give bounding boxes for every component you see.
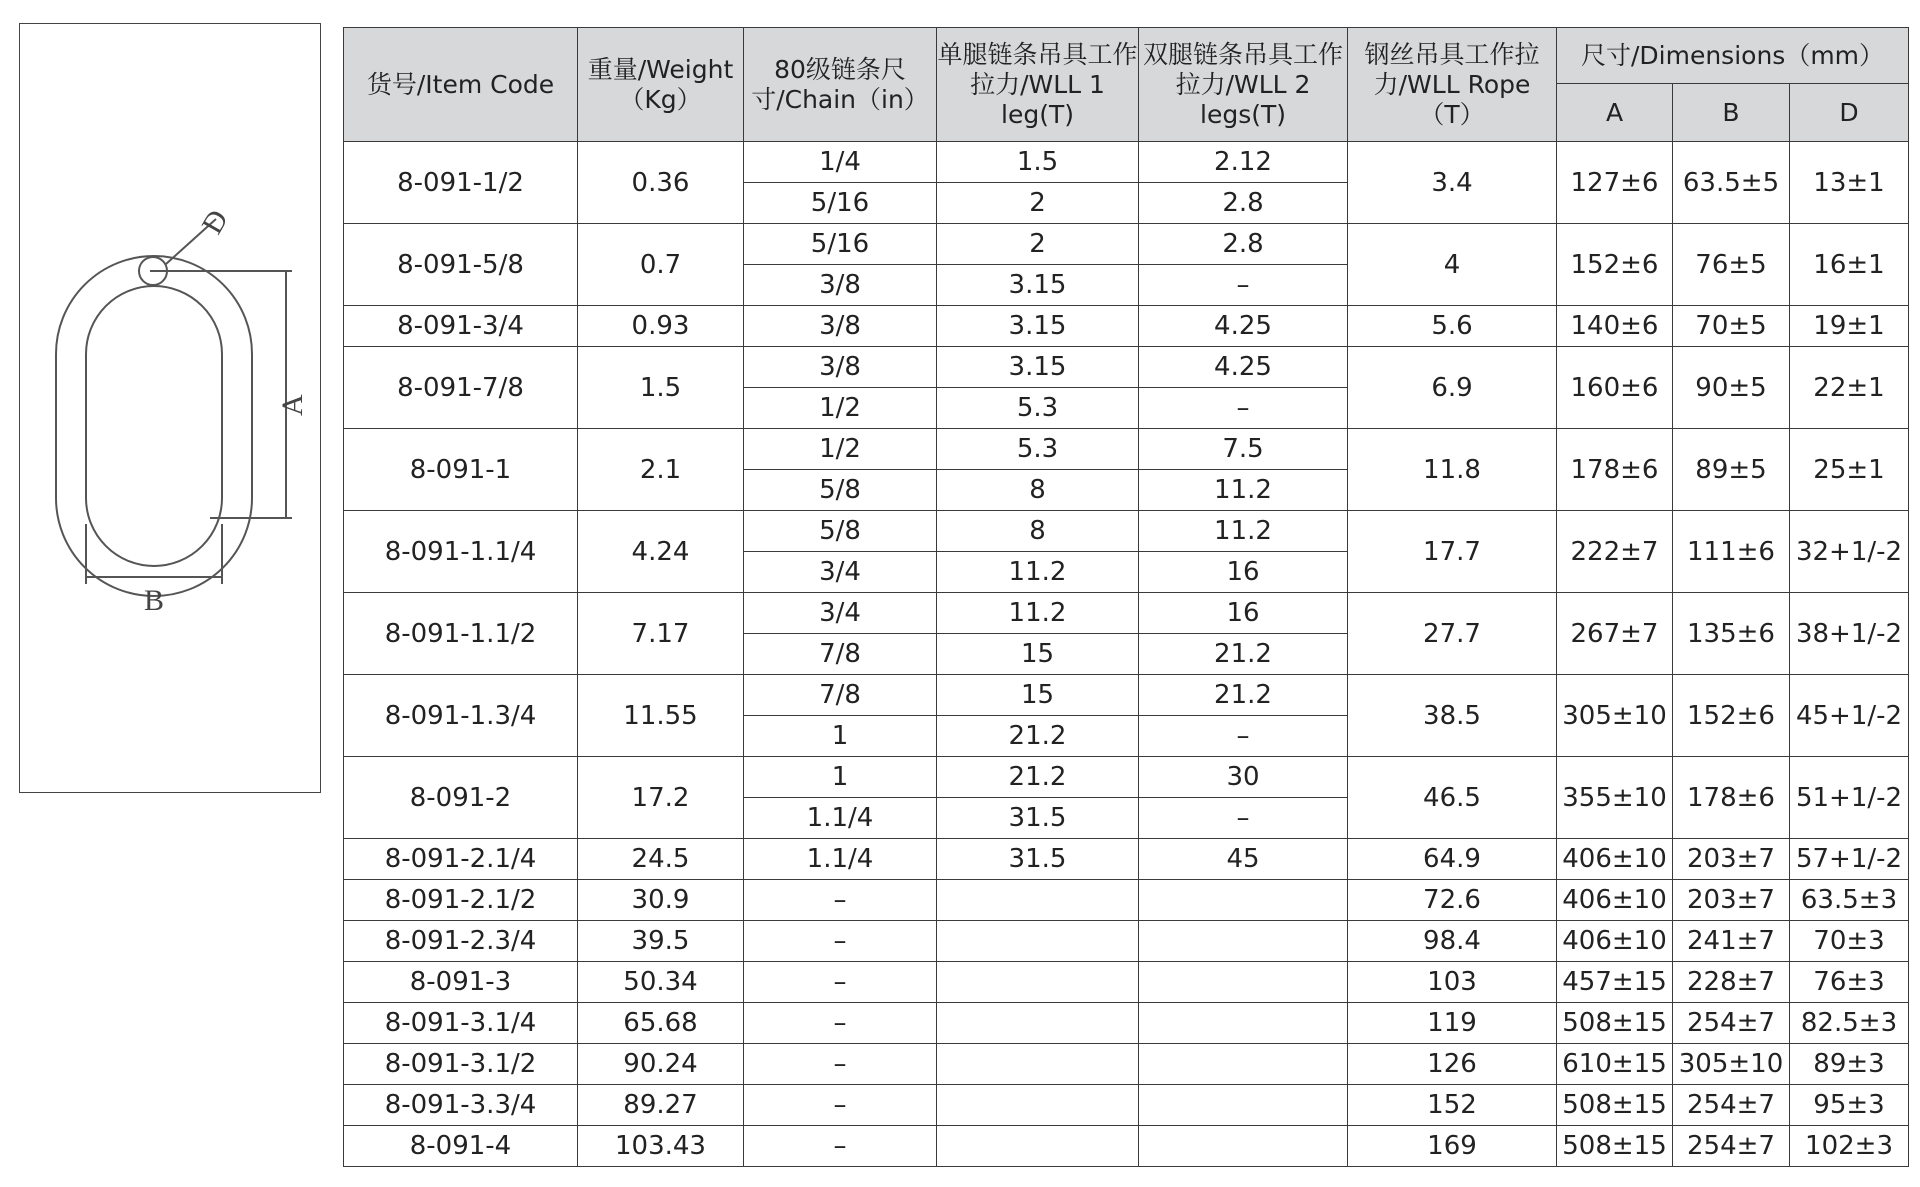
chain-size-cell: –: [744, 921, 937, 962]
item-code-cell: 8-091-1.1/2: [344, 593, 578, 675]
wll-1-leg-cell: 2: [937, 224, 1139, 265]
item-code-cell: 8-091-3.1/2: [344, 1044, 578, 1085]
chain-size-cell: 5/16: [744, 183, 937, 224]
wll-rope-cell: 27.7: [1348, 593, 1557, 675]
wll-1-leg-cell: 3.15: [937, 265, 1139, 306]
chain-size-cell: 5/16: [744, 224, 937, 265]
chain-size-cell: 7/8: [744, 675, 937, 716]
table-row: [344, 142, 1909, 183]
header-wll-rope: 钢丝吊具工作拉力/WLL Rope（T）: [1348, 28, 1557, 142]
header-weight: 重量/Weight（Kg）: [578, 28, 744, 142]
header-chain: 80级链条尺寸/Chain（in）: [744, 28, 937, 142]
wll-1-leg-cell: [937, 880, 1139, 921]
dimension-b-label: B: [144, 584, 165, 617]
item-code-cell: 8-091-1: [344, 429, 578, 511]
dimension-a-cell: 406±10: [1557, 880, 1673, 921]
chain-size-cell: 1/2: [744, 429, 937, 470]
dimension-b-cell: 254±7: [1673, 1085, 1790, 1126]
chain-size-cell: 1.1/4: [744, 798, 937, 839]
chain-size-cell: 1: [744, 757, 937, 798]
wll-1-leg-cell: 11.2: [937, 593, 1139, 634]
item-code-cell: 8-091-2.1/4: [344, 839, 578, 880]
wll-1-leg-cell: 21.2: [937, 757, 1139, 798]
dimension-b-cell: 70±5: [1673, 306, 1790, 347]
table-row: [344, 921, 1909, 962]
weight-cell: 24.5: [578, 839, 744, 880]
dimension-a-cell: 508±15: [1557, 1085, 1673, 1126]
wll-2-legs-cell: 11.2: [1139, 511, 1348, 552]
chain-size-cell: 3/4: [744, 593, 937, 634]
table-row: [344, 757, 1909, 798]
dimension-b-cell: 203±7: [1673, 839, 1790, 880]
wll-2-legs-cell: 21.2: [1139, 634, 1348, 675]
weight-cell: 0.36: [578, 142, 744, 224]
dimension-b-cell: 254±7: [1673, 1126, 1790, 1167]
item-code-cell: 8-091-3/4: [344, 306, 578, 347]
dimension-a-cell: 140±6: [1557, 306, 1673, 347]
wll-1-leg-cell: 5.3: [937, 429, 1139, 470]
table-row: [344, 347, 1909, 388]
dimension-d-cell: 63.5±3: [1790, 880, 1909, 921]
weight-cell: 7.17: [578, 593, 744, 675]
table-row: [344, 511, 1909, 552]
wll-2-legs-cell: 45: [1139, 839, 1348, 880]
wll-2-legs-cell: 4.25: [1139, 306, 1348, 347]
chain-size-cell: 3/8: [744, 347, 937, 388]
wll-2-legs-cell: [1139, 880, 1348, 921]
chain-size-cell: 7/8: [744, 634, 937, 675]
dimension-d-cell: 38+1/-2: [1790, 593, 1909, 675]
wll-2-legs-cell: 16: [1139, 593, 1348, 634]
item-code-cell: 8-091-2.3/4: [344, 921, 578, 962]
dimension-a-cell: 127±6: [1557, 142, 1673, 224]
wll-2-legs-cell: –: [1139, 798, 1348, 839]
wll-rope-cell: 46.5: [1348, 757, 1557, 839]
dimension-a-cell: 160±6: [1557, 347, 1673, 429]
dimension-d-cell: 95±3: [1790, 1085, 1909, 1126]
wll-1-leg-cell: [937, 921, 1139, 962]
chain-size-cell: –: [744, 1003, 937, 1044]
item-code-cell: 8-091-3.1/4: [344, 1003, 578, 1044]
weight-cell: 30.9: [578, 880, 744, 921]
item-code-cell: 8-091-5/8: [344, 224, 578, 306]
item-code-cell: 8-091-4: [344, 1126, 578, 1167]
header-dim-d: D: [1790, 84, 1909, 142]
chain-size-cell: –: [744, 1044, 937, 1085]
wll-rope-cell: 3.4: [1348, 142, 1557, 224]
wll-1-leg-cell: [937, 1044, 1139, 1085]
wll-1-leg-cell: 1.5: [937, 142, 1139, 183]
table-row: [344, 1126, 1909, 1167]
dimension-b-cell: 135±6: [1673, 593, 1790, 675]
dimension-b-cell: 203±7: [1673, 880, 1790, 921]
wll-1-leg-cell: 3.15: [937, 347, 1139, 388]
weight-cell: 2.1: [578, 429, 744, 511]
dimension-a-cell: 305±10: [1557, 675, 1673, 757]
dimension-d-cell: 70±3: [1790, 921, 1909, 962]
chain-size-cell: –: [744, 1126, 937, 1167]
weight-cell: 89.27: [578, 1085, 744, 1126]
weight-cell: 0.93: [578, 306, 744, 347]
master-link-drawing: [20, 24, 322, 794]
dimension-a-cell: 152±6: [1557, 224, 1673, 306]
wll-1-leg-cell: 31.5: [937, 839, 1139, 880]
dimension-d-cell: 19±1: [1790, 306, 1909, 347]
dimension-b-cell: 111±6: [1673, 511, 1790, 593]
dimension-b-cell: 76±5: [1673, 224, 1790, 306]
table-row: [344, 306, 1909, 347]
header-dim-b: B: [1673, 84, 1790, 142]
wll-rope-cell: 126: [1348, 1044, 1557, 1085]
weight-cell: 65.68: [578, 1003, 744, 1044]
wll-2-legs-cell: –: [1139, 716, 1348, 757]
dimension-b-cell: 63.5±5: [1673, 142, 1790, 224]
wll-2-legs-cell: 4.25: [1139, 347, 1348, 388]
header-dim-a: A: [1557, 84, 1673, 142]
header-wll-2-legs: 双腿链条吊具工作拉力/WLL 2 legs(T): [1139, 28, 1348, 142]
wll-rope-cell: 152: [1348, 1085, 1557, 1126]
dimension-b-cell: 89±5: [1673, 429, 1790, 511]
weight-cell: 1.5: [578, 347, 744, 429]
header-item-code: 货号/Item Code: [344, 28, 578, 142]
dimension-a-cell: 267±7: [1557, 593, 1673, 675]
dimension-b-cell: 178±6: [1673, 757, 1790, 839]
dimension-d-cell: 22±1: [1790, 347, 1909, 429]
wll-2-legs-cell: 2.8: [1139, 183, 1348, 224]
wll-rope-cell: 4: [1348, 224, 1557, 306]
dimension-a-cell: 406±10: [1557, 921, 1673, 962]
weight-cell: 50.34: [578, 962, 744, 1003]
wll-2-legs-cell: 16: [1139, 552, 1348, 593]
wll-rope-cell: 72.6: [1348, 880, 1557, 921]
dimension-a-cell: 406±10: [1557, 839, 1673, 880]
item-code-cell: 8-091-1/2: [344, 142, 578, 224]
dimension-d-cell: 76±3: [1790, 962, 1909, 1003]
dimension-a-cell: 355±10: [1557, 757, 1673, 839]
wll-1-leg-cell: [937, 962, 1139, 1003]
dimension-a-cell: 178±6: [1557, 429, 1673, 511]
wll-2-legs-cell: 2.8: [1139, 224, 1348, 265]
wll-2-legs-cell: –: [1139, 388, 1348, 429]
dimension-d-cell: 16±1: [1790, 224, 1909, 306]
dimension-d-cell: 89±3: [1790, 1044, 1909, 1085]
dimension-a-cell: 222±7: [1557, 511, 1673, 593]
chain-size-cell: 5/8: [744, 511, 937, 552]
dimension-b-cell: 305±10: [1673, 1044, 1790, 1085]
chain-size-cell: 1: [744, 716, 937, 757]
wll-rope-cell: 119: [1348, 1003, 1557, 1044]
wll-1-leg-cell: 5.3: [937, 388, 1139, 429]
wll-rope-cell: 6.9: [1348, 347, 1557, 429]
chain-size-cell: 3/8: [744, 265, 937, 306]
dimension-a-cell: 610±15: [1557, 1044, 1673, 1085]
spec-table: [343, 27, 1909, 1167]
wll-2-legs-cell: –: [1139, 265, 1348, 306]
wll-rope-cell: 38.5: [1348, 675, 1557, 757]
dimension-d-cell: 82.5±3: [1790, 1003, 1909, 1044]
wll-1-leg-cell: 3.15: [937, 306, 1139, 347]
weight-cell: 4.24: [578, 511, 744, 593]
wll-rope-cell: 64.9: [1348, 839, 1557, 880]
wll-rope-cell: 169: [1348, 1126, 1557, 1167]
dimension-a-cell: 508±15: [1557, 1126, 1673, 1167]
dimension-d-label: D: [195, 204, 235, 240]
table-row: [344, 1085, 1909, 1126]
item-code-cell: 8-091-1.1/4: [344, 511, 578, 593]
dimension-b-cell: 90±5: [1673, 347, 1790, 429]
item-code-cell: 8-091-1.3/4: [344, 675, 578, 757]
wll-1-leg-cell: 8: [937, 470, 1139, 511]
table-row: [344, 675, 1909, 716]
dimension-d-cell: 51+1/-2: [1790, 757, 1909, 839]
wll-1-leg-cell: 15: [937, 634, 1139, 675]
wll-2-legs-cell: [1139, 1044, 1348, 1085]
dimension-a-cell: 457±15: [1557, 962, 1673, 1003]
wll-rope-cell: 103: [1348, 962, 1557, 1003]
dimension-b-cell: 254±7: [1673, 1003, 1790, 1044]
table-row: [344, 880, 1909, 921]
dimension-b-cell: 228±7: [1673, 962, 1790, 1003]
weight-cell: 103.43: [578, 1126, 744, 1167]
wll-1-leg-cell: [937, 1126, 1139, 1167]
wll-2-legs-cell: [1139, 1085, 1348, 1126]
chain-size-cell: –: [744, 880, 937, 921]
chain-size-cell: 1.1/4: [744, 839, 937, 880]
dimension-d-cell: 45+1/-2: [1790, 675, 1909, 757]
wll-2-legs-cell: 11.2: [1139, 470, 1348, 511]
wll-rope-cell: 17.7: [1348, 511, 1557, 593]
spec-table-body: [344, 142, 1909, 1167]
weight-cell: 39.5: [578, 921, 744, 962]
weight-cell: 11.55: [578, 675, 744, 757]
link-inner-outline: [86, 286, 222, 566]
wll-2-legs-cell: [1139, 962, 1348, 1003]
wll-rope-cell: 11.8: [1348, 429, 1557, 511]
chain-size-cell: 3/8: [744, 306, 937, 347]
dimension-d-cell: 13±1: [1790, 142, 1909, 224]
item-code-cell: 8-091-7/8: [344, 347, 578, 429]
dimension-b-cell: 241±7: [1673, 921, 1790, 962]
wll-1-leg-cell: 11.2: [937, 552, 1139, 593]
wll-2-legs-cell: [1139, 921, 1348, 962]
table-row: [344, 962, 1909, 1003]
item-code-cell: 8-091-3.3/4: [344, 1085, 578, 1126]
weight-cell: 90.24: [578, 1044, 744, 1085]
wll-rope-cell: 5.6: [1348, 306, 1557, 347]
table-row: [344, 1044, 1909, 1085]
item-code-cell: 8-091-2.1/2: [344, 880, 578, 921]
dimension-a-cell: 508±15: [1557, 1003, 1673, 1044]
dimension-d-cell: 102±3: [1790, 1126, 1909, 1167]
wll-2-legs-cell: [1139, 1126, 1348, 1167]
wll-2-legs-cell: 30: [1139, 757, 1348, 798]
table-row: [344, 839, 1909, 880]
chain-size-cell: 1/4: [744, 142, 937, 183]
wll-2-legs-cell: 2.12: [1139, 142, 1348, 183]
dimension-d-cell: 32+1/-2: [1790, 511, 1909, 593]
wll-1-leg-cell: 15: [937, 675, 1139, 716]
chain-size-cell: 3/4: [744, 552, 937, 593]
wll-1-leg-cell: 2: [937, 183, 1139, 224]
wll-1-leg-cell: 8: [937, 511, 1139, 552]
weight-cell: 0.7: [578, 224, 744, 306]
table-row: [344, 429, 1909, 470]
item-code-cell: 8-091-2: [344, 757, 578, 839]
dimension-d-cell: 57+1/-2: [1790, 839, 1909, 880]
chain-size-cell: –: [744, 1085, 937, 1126]
wll-1-leg-cell: [937, 1003, 1139, 1044]
dimension-b-cell: 152±6: [1673, 675, 1790, 757]
table-row: [344, 224, 1909, 265]
wll-2-legs-cell: 21.2: [1139, 675, 1348, 716]
wll-1-leg-cell: 31.5: [937, 798, 1139, 839]
chain-size-cell: 5/8: [744, 470, 937, 511]
chain-size-cell: 1/2: [744, 388, 937, 429]
wll-1-leg-cell: 21.2: [937, 716, 1139, 757]
header-wll-1-leg: 单腿链条吊具工作拉力/WLL 1 leg(T): [937, 28, 1139, 142]
wll-2-legs-cell: 7.5: [1139, 429, 1348, 470]
wll-1-leg-cell: [937, 1085, 1139, 1126]
master-link-diagram: [19, 23, 321, 793]
chain-size-cell: –: [744, 962, 937, 1003]
wll-rope-cell: 98.4: [1348, 921, 1557, 962]
wll-2-legs-cell: [1139, 1003, 1348, 1044]
dimension-d-cell: 25±1: [1790, 429, 1909, 511]
table-row: [344, 1003, 1909, 1044]
weight-cell: 17.2: [578, 757, 744, 839]
header-dimensions: 尺寸/Dimensions（mm）: [1557, 28, 1909, 84]
dimension-a-label: A: [276, 394, 309, 416]
table-row: [344, 593, 1909, 634]
item-code-cell: 8-091-3: [344, 962, 578, 1003]
